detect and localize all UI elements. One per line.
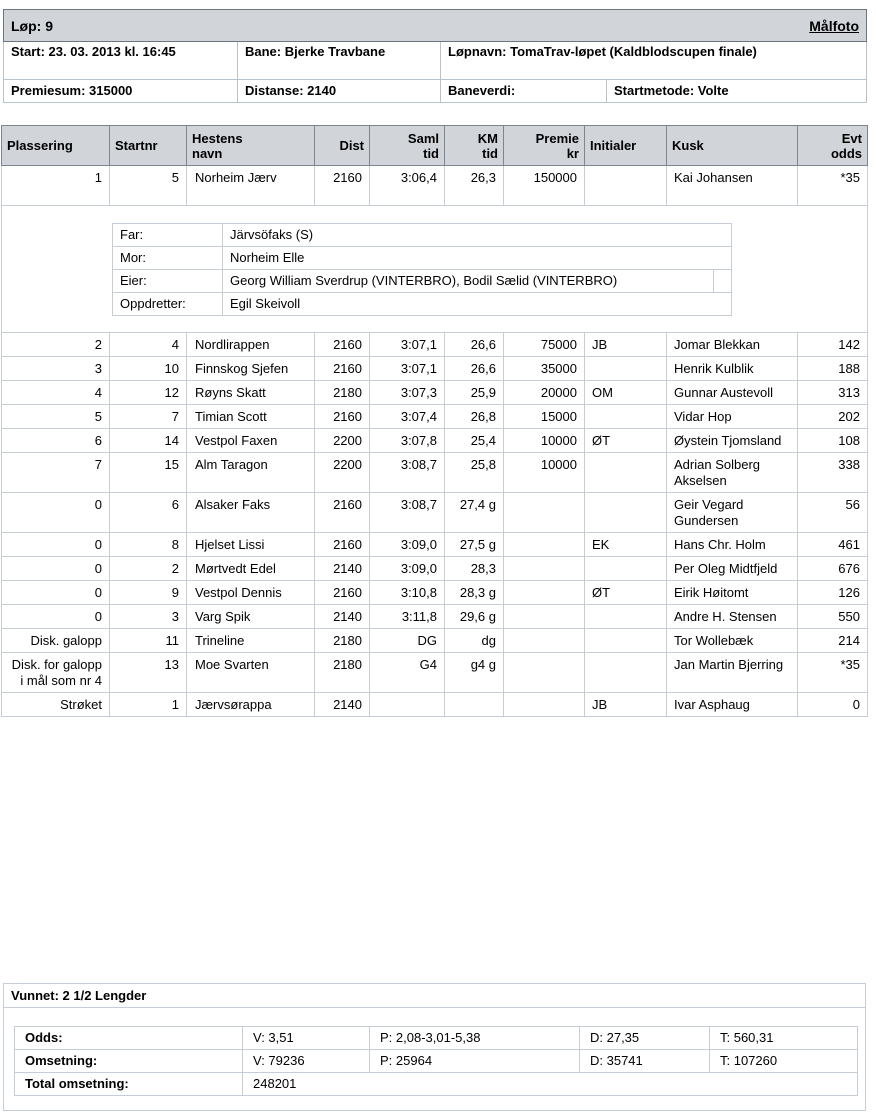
table-row[interactable] bbox=[2, 493, 868, 533]
cell-prize bbox=[504, 653, 585, 693]
cell-horse[interactable]: Moe Svarten bbox=[187, 653, 315, 693]
cell-total-time: 3:07,4 bbox=[370, 405, 445, 429]
cell-prize bbox=[504, 533, 585, 557]
table-row[interactable] bbox=[2, 533, 868, 557]
cell-startnr: 3 bbox=[110, 605, 187, 629]
cell-driver: Tor Wollebæk bbox=[667, 629, 798, 653]
col-initials: Initialer bbox=[585, 126, 667, 166]
odds-d: D: 27,35 bbox=[580, 1027, 710, 1050]
cell-odds: 56 bbox=[798, 493, 868, 533]
cell-odds: 313 bbox=[798, 381, 868, 405]
cell-driver: Geir Vegard Gundersen bbox=[667, 493, 798, 533]
cell-initials bbox=[585, 653, 667, 693]
cell-initials: JB bbox=[585, 333, 667, 357]
pedigree-table bbox=[112, 223, 732, 316]
cell-driver: Hans Chr. Holm bbox=[667, 533, 798, 557]
cell-placing: 1 bbox=[2, 166, 110, 206]
cell-driver: Gunnar Austevoll bbox=[667, 381, 798, 405]
won-by: Vunnet: 2 1/2 Lengder bbox=[4, 984, 865, 1008]
cell-prize: 35000 bbox=[504, 357, 585, 381]
cell-startnr: 4 bbox=[110, 333, 187, 357]
pedigree-cell bbox=[2, 206, 868, 333]
cell-total-time bbox=[370, 693, 445, 717]
cell-dist: 2160 bbox=[315, 493, 370, 533]
cell-total-time: DG bbox=[370, 629, 445, 653]
total-label: Total omsetning: bbox=[15, 1073, 243, 1096]
cell-placing: 0 bbox=[2, 557, 110, 581]
race-start-method: Startmetode: Volte bbox=[607, 80, 867, 103]
cell-odds: 126 bbox=[798, 581, 868, 605]
cell-dist: 2160 bbox=[315, 581, 370, 605]
col-km-time: KM tid bbox=[445, 126, 504, 166]
cell-initials: ØT bbox=[585, 429, 667, 453]
cell-driver: Adrian Solberg Akselsen bbox=[667, 453, 798, 493]
cell-total-time: G4 bbox=[370, 653, 445, 693]
cell-prize bbox=[504, 581, 585, 605]
cell-total-time: 3:08,7 bbox=[370, 493, 445, 533]
col-total-time: Saml tid bbox=[370, 126, 445, 166]
cell-total-time: 3:07,1 bbox=[370, 357, 445, 381]
cell-prize: 75000 bbox=[504, 333, 585, 357]
race-distance: Distanse: 2140 bbox=[238, 80, 441, 103]
results-table bbox=[1, 125, 868, 717]
table-row[interactable] bbox=[2, 557, 868, 581]
cell-dist: 2160 bbox=[315, 333, 370, 357]
cell-horse[interactable]: Vestpol Faxen bbox=[187, 429, 315, 453]
col-dist: Dist bbox=[315, 126, 370, 166]
cell-dist: 2140 bbox=[315, 557, 370, 581]
cell-initials bbox=[585, 605, 667, 629]
cell-driver: Ivar Asphaug bbox=[667, 693, 798, 717]
cell-startnr: 9 bbox=[110, 581, 187, 605]
cell-odds: 461 bbox=[798, 533, 868, 557]
race-start: Start: 23. 03. 2013 kl. 16:45 bbox=[4, 42, 238, 80]
col-horse: Hestens navn bbox=[187, 126, 315, 166]
breeder-value: Egil Skeivoll bbox=[223, 293, 732, 316]
cell-horse[interactable]: Finnskog Sjefen bbox=[187, 357, 315, 381]
cell-placing: 2 bbox=[2, 333, 110, 357]
cell-placing: 4 bbox=[2, 381, 110, 405]
cell-horse[interactable]: Alm Taragon bbox=[187, 453, 315, 493]
results-header-row bbox=[2, 126, 868, 166]
cell-prize bbox=[504, 605, 585, 629]
cell-initials bbox=[585, 357, 667, 381]
cell-prize bbox=[504, 693, 585, 717]
cell-odds: *35 bbox=[798, 166, 868, 206]
col-prize: Premie kr bbox=[504, 126, 585, 166]
cell-horse[interactable]: Hjelset Lissi bbox=[187, 533, 315, 557]
col-startnr: Startnr bbox=[110, 126, 187, 166]
cell-placing: 6 bbox=[2, 429, 110, 453]
cell-initials bbox=[585, 493, 667, 533]
cell-initials bbox=[585, 557, 667, 581]
cell-prize bbox=[504, 557, 585, 581]
cell-dist: 2160 bbox=[315, 533, 370, 557]
cell-total-time: 3:09,0 bbox=[370, 557, 445, 581]
cell-prize: 150000 bbox=[504, 166, 585, 206]
cell-driver: Jomar Blekkan bbox=[667, 333, 798, 357]
cell-placing: 0 bbox=[2, 581, 110, 605]
cell-initials bbox=[585, 453, 667, 493]
cell-km-time: 27,5 g bbox=[445, 533, 504, 557]
col-odds: Evt odds bbox=[798, 126, 868, 166]
cell-startnr: 2 bbox=[110, 557, 187, 581]
cell-total-time: 3:10,8 bbox=[370, 581, 445, 605]
cell-initials: EK bbox=[585, 533, 667, 557]
cell-initials bbox=[585, 166, 667, 206]
cell-total-time: 3:09,0 bbox=[370, 533, 445, 557]
owner-value: Georg William Sverdrup (VINTERBRO), Bodil Sælid (VINTERBRO) bbox=[223, 270, 714, 293]
cell-startnr: 1 bbox=[110, 693, 187, 717]
cell-odds: 188 bbox=[798, 357, 868, 381]
table-row[interactable] bbox=[2, 693, 868, 717]
cell-startnr: 6 bbox=[110, 493, 187, 533]
cell-driver: Eirik Høitomt bbox=[667, 581, 798, 605]
cell-dist: 2180 bbox=[315, 381, 370, 405]
table-row[interactable] bbox=[2, 653, 868, 693]
cell-horse[interactable]: Jærvsørappa bbox=[187, 693, 315, 717]
owner-label: Eier: bbox=[113, 270, 223, 293]
cell-driver: Henrik Kulblik bbox=[667, 357, 798, 381]
cell-dist: 2180 bbox=[315, 653, 370, 693]
cell-initials bbox=[585, 629, 667, 653]
cell-prize bbox=[504, 629, 585, 653]
cell-total-time: 3:06,4 bbox=[370, 166, 445, 206]
cell-odds: *35 bbox=[798, 653, 868, 693]
cell-dist: 2140 bbox=[315, 605, 370, 629]
cell-prize bbox=[504, 493, 585, 533]
cell-km-time bbox=[445, 693, 504, 717]
cell-odds: 550 bbox=[798, 605, 868, 629]
cell-prize: 10000 bbox=[504, 453, 585, 493]
cell-km-time: 27,4 g bbox=[445, 493, 504, 533]
cell-initials: ØT bbox=[585, 581, 667, 605]
odds-v: V: 3,51 bbox=[243, 1027, 370, 1050]
cell-driver: Andre H. Stensen bbox=[667, 605, 798, 629]
cell-driver: Jan Martin Bjerring bbox=[667, 653, 798, 693]
race-track-value: Baneverdi: bbox=[441, 80, 607, 103]
table-row[interactable] bbox=[2, 605, 868, 629]
cell-driver: Vidar Hop bbox=[667, 405, 798, 429]
cell-km-time: 29,6 g bbox=[445, 605, 504, 629]
odds-t: T: 560,31 bbox=[710, 1027, 858, 1050]
cell-startnr: 8 bbox=[110, 533, 187, 557]
race-purse: Premiesum: 315000 bbox=[4, 80, 238, 103]
breeder-label: Oppdretter: bbox=[113, 293, 223, 316]
cell-startnr: 7 bbox=[110, 405, 187, 429]
cell-odds: 108 bbox=[798, 429, 868, 453]
cell-km-time: 26,6 bbox=[445, 357, 504, 381]
turnover-d: D: 35741 bbox=[580, 1050, 710, 1073]
odds-label: Odds: bbox=[15, 1027, 243, 1050]
cell-dist: 2180 bbox=[315, 629, 370, 653]
cell-dist: 2160 bbox=[315, 166, 370, 206]
cell-odds: 214 bbox=[798, 629, 868, 653]
table-row[interactable] bbox=[2, 629, 868, 653]
table-row[interactable] bbox=[2, 581, 868, 605]
turnover-row bbox=[15, 1050, 858, 1073]
cell-horse[interactable]: Timian Scott bbox=[187, 405, 315, 429]
cell-dist: 2160 bbox=[315, 357, 370, 381]
table-row[interactable] bbox=[2, 333, 868, 357]
cell-driver: Kai Johansen bbox=[667, 166, 798, 206]
race-name: Løpnavn: TomaTrav-løpet (Kaldblodscupen finale) bbox=[441, 42, 867, 80]
cell-total-time: 3:07,3 bbox=[370, 381, 445, 405]
cell-startnr: 12 bbox=[110, 381, 187, 405]
table-row-winner[interactable] bbox=[2, 166, 868, 206]
cell-km-time: 25,9 bbox=[445, 381, 504, 405]
cell-horse[interactable]: Mørtvedt Edel bbox=[187, 557, 315, 581]
cell-km-time: g4 g bbox=[445, 653, 504, 693]
cell-driver: Øystein Tjomsland bbox=[667, 429, 798, 453]
cell-initials: JB bbox=[585, 693, 667, 717]
total-row bbox=[15, 1073, 858, 1096]
cell-total-time: 3:07,1 bbox=[370, 333, 445, 357]
cell-horse[interactable]: Vestpol Dennis bbox=[187, 581, 315, 605]
cell-odds: 142 bbox=[798, 333, 868, 357]
cell-horse[interactable]: Alsaker Faks bbox=[187, 493, 315, 533]
cell-startnr: 10 bbox=[110, 357, 187, 381]
cell-odds: 338 bbox=[798, 453, 868, 493]
cell-startnr: 13 bbox=[110, 653, 187, 693]
pedigree-row bbox=[2, 206, 868, 333]
turnover-v: V: 79236 bbox=[243, 1050, 370, 1073]
cell-startnr: 11 bbox=[110, 629, 187, 653]
race-track: Bane: Bjerke Travbane bbox=[238, 42, 441, 80]
cell-horse[interactable]: Varg Spik bbox=[187, 605, 315, 629]
table-row[interactable] bbox=[2, 429, 868, 453]
betting-table bbox=[14, 1026, 858, 1096]
cell-placing: 3 bbox=[2, 357, 110, 381]
table-row[interactable] bbox=[2, 381, 868, 405]
photo-finish-link[interactable]: Målfoto bbox=[809, 17, 860, 34]
cell-km-time: 28,3 g bbox=[445, 581, 504, 605]
cell-placing: 7 bbox=[2, 453, 110, 493]
cell-total-time: 3:08,7 bbox=[370, 453, 445, 493]
cell-startnr: 14 bbox=[110, 429, 187, 453]
cell-placing: 0 bbox=[2, 493, 110, 533]
cell-km-time: dg bbox=[445, 629, 504, 653]
cell-placing: 0 bbox=[2, 533, 110, 557]
cell-dist: 2140 bbox=[315, 693, 370, 717]
cell-km-time: 26,3 bbox=[445, 166, 504, 206]
cell-initials bbox=[585, 405, 667, 429]
cell-km-time: 25,8 bbox=[445, 453, 504, 493]
cell-horse[interactable]: Norheim Jærv bbox=[187, 166, 315, 206]
sire-value: Järvsöfaks (S) bbox=[223, 224, 732, 247]
race-header bbox=[3, 9, 867, 103]
cell-odds: 202 bbox=[798, 405, 868, 429]
race-title-bar bbox=[4, 10, 867, 42]
dam-value: Norheim Elle bbox=[223, 247, 732, 270]
col-driver: Kusk bbox=[667, 126, 798, 166]
dam-label: Mor: bbox=[113, 247, 223, 270]
sire-label: Far: bbox=[113, 224, 223, 247]
cell-km-time: 28,3 bbox=[445, 557, 504, 581]
total-value: 248201 bbox=[243, 1073, 858, 1096]
cell-initials: OM bbox=[585, 381, 667, 405]
cell-prize: 10000 bbox=[504, 429, 585, 453]
cell-placing: 5 bbox=[2, 405, 110, 429]
odds-row bbox=[15, 1027, 858, 1050]
cell-placing: Disk. for galopp i mål som nr 4 bbox=[2, 653, 110, 693]
col-placing: Plassering bbox=[2, 126, 110, 166]
cell-prize: 15000 bbox=[504, 405, 585, 429]
cell-prize: 20000 bbox=[504, 381, 585, 405]
cell-odds: 0 bbox=[798, 693, 868, 717]
cell-odds: 676 bbox=[798, 557, 868, 581]
cell-total-time: 3:07,8 bbox=[370, 429, 445, 453]
race-title: Løp: 9 bbox=[11, 17, 53, 34]
table-row[interactable] bbox=[2, 453, 868, 493]
race-summary bbox=[3, 983, 866, 1111]
odds-p: P: 2,08-3,01-5,38 bbox=[370, 1027, 580, 1050]
cell-placing: Disk. galopp bbox=[2, 629, 110, 653]
cell-driver: Per Oleg Midtfjeld bbox=[667, 557, 798, 581]
table-row[interactable] bbox=[2, 405, 868, 429]
cell-dist: 2160 bbox=[315, 405, 370, 429]
turnover-p: P: 25964 bbox=[370, 1050, 580, 1073]
cell-startnr: 15 bbox=[110, 453, 187, 493]
cell-horse[interactable]: Nordlirappen bbox=[187, 333, 315, 357]
cell-placing: 0 bbox=[2, 605, 110, 629]
cell-dist: 2200 bbox=[315, 453, 370, 493]
cell-dist: 2200 bbox=[315, 429, 370, 453]
cell-horse[interactable]: Røyns Skatt bbox=[187, 381, 315, 405]
cell-km-time: 25,4 bbox=[445, 429, 504, 453]
cell-placing: Strøket bbox=[2, 693, 110, 717]
turnover-label: Omsetning: bbox=[15, 1050, 243, 1073]
cell-total-time: 3:11,8 bbox=[370, 605, 445, 629]
owner-extra-cell bbox=[713, 270, 731, 293]
cell-startnr: 5 bbox=[110, 166, 187, 206]
cell-horse[interactable]: Trineline bbox=[187, 629, 315, 653]
turnover-t: T: 107260 bbox=[710, 1050, 858, 1073]
table-row[interactable] bbox=[2, 357, 868, 381]
cell-km-time: 26,8 bbox=[445, 405, 504, 429]
cell-km-time: 26,6 bbox=[445, 333, 504, 357]
